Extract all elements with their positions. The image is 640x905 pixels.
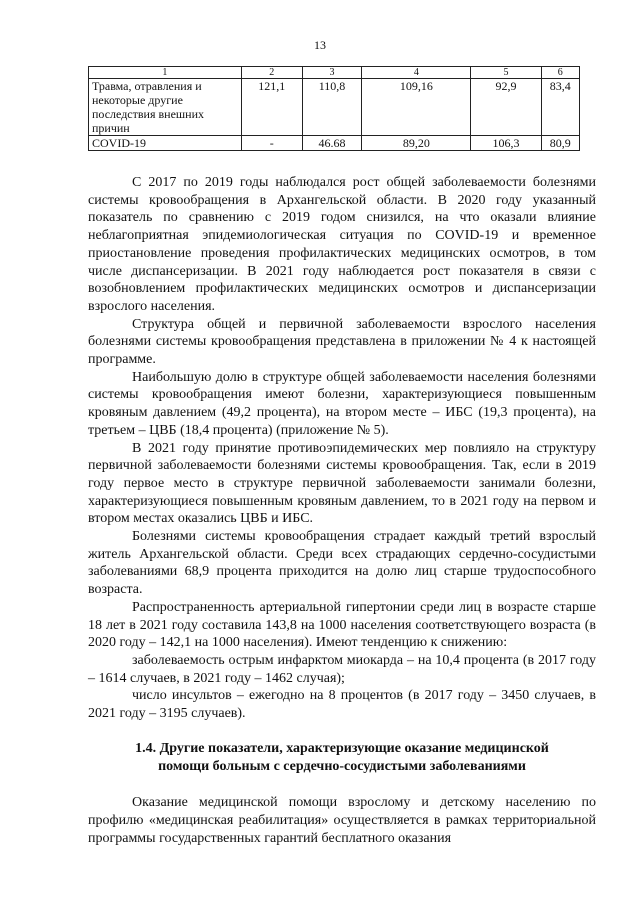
- table-header-row: [89, 67, 580, 79]
- table-cell: 109,16: [362, 79, 471, 136]
- paragraph: число инсультов – ежегодно на 8 процентов (в 2017 году – 3450 случаев, в 2021 году – 3195 случаев).: [88, 688, 596, 722]
- row-label: COVID-19: [89, 136, 242, 151]
- table-cell: 106,3: [471, 136, 541, 151]
- table-cell: 89,20: [362, 136, 471, 151]
- table-cell: 80,9: [541, 136, 579, 151]
- page-number: 13: [314, 38, 326, 52]
- paragraph: В 2021 году принятие противоэпидемических мер повлияло на структуру первичной заболеваемости болезнями системы кровообращения. Так, если в 2019 году первое место в структуре первичной заболеваемости занимали болезни, характеризующиеся повышенным кровяным давлением, то в 2021 году на первом и втором местах оказались ЦВБ и ИБС.: [88, 440, 596, 527]
- header-cell: 5: [471, 67, 541, 79]
- table-cell: 46.68: [302, 136, 362, 151]
- table-row: [89, 79, 580, 136]
- paragraph: Оказание медицинской помощи взрослому и детскому населению по профилю «медицинская реабилитация» осуществляется в рамках территориальной программы государственных гарантий бесплатного оказания: [88, 795, 596, 846]
- header-cell: 6: [541, 67, 579, 79]
- section-heading: 1.4. Другие показатели, характеризующие оказание медицинской помощи больным с сердечно-сосудистыми заболеваниями: [135, 740, 549, 774]
- table-cell: 110,8: [302, 79, 362, 136]
- paragraph: Структура общей и первичной заболеваемости взрослого населения болезнями системы кровообращения представлена в приложении № 4 к настоящей программе.: [88, 316, 596, 368]
- paragraph: заболеваемость острым инфарктом миокарда – на 10,4 процента (в 2017 году – 1614 случаев, в 2021 году – 1462 случая);: [88, 652, 596, 686]
- paragraph: Распространенность артериальной гипертонии среди лиц в возрасте старше 18 лет в 2021 году составила 143,8 на 1000 населения соответствующего возраста (в 2020 году – 142,1 на 1000 населения). Имеют тенденцию к снижению:: [88, 599, 596, 651]
- header-cell: 3: [302, 67, 362, 79]
- header-cell: 4: [362, 67, 471, 79]
- table-cell: -: [241, 136, 302, 151]
- header-cell: 2: [241, 67, 302, 79]
- table-cell: 92,9: [471, 79, 541, 136]
- table-cell: 121,1: [241, 79, 302, 136]
- paragraph: Наибольшую долю в структуре общей заболеваемости населения болезнями системы кровообращения имеют болезни, характеризующиеся повышенным кровяным давлением (49,2 процента), на втором месте – ИБС (19,3 процента), на третьем – ЦВБ (18,4 процента) (приложение № 5).: [88, 369, 596, 438]
- table-cell: 83,4: [541, 79, 579, 136]
- paragraph: С 2017 по 2019 годы наблюдался рост общей заболеваемости болезнями системы кровообращения в Архангельской области. В 2020 году указанный показатель по сравнению с 2019 годом снизился, на что оказали влияние неблагоприятная эпидемиологическая ситуация по COVID-19 и временное приостановление проведения профилактических медицинских осмотров, в том числе диспансеризации. В 2021 году наблюдается рост показателя в связи с возобновлением профилактических медицинских осмотров и диспансеризации взрослого населения.: [88, 175, 596, 314]
- table-row: [89, 136, 580, 151]
- header-cell: 1: [89, 67, 242, 79]
- morbidity-table: [88, 66, 580, 151]
- paragraph: Болезнями системы кровообращения страдает каждый третий взрослый житель Архангельской области. Среди всех страдающих сердечно-сосудистыми заболеваниями 68,9 процента приходится на долю лиц старше трудоспособного возраста.: [88, 529, 596, 598]
- document-body: [88, 174, 596, 847]
- row-label: Травма, отравления и некоторые другие последствия внешних причин: [89, 79, 242, 136]
